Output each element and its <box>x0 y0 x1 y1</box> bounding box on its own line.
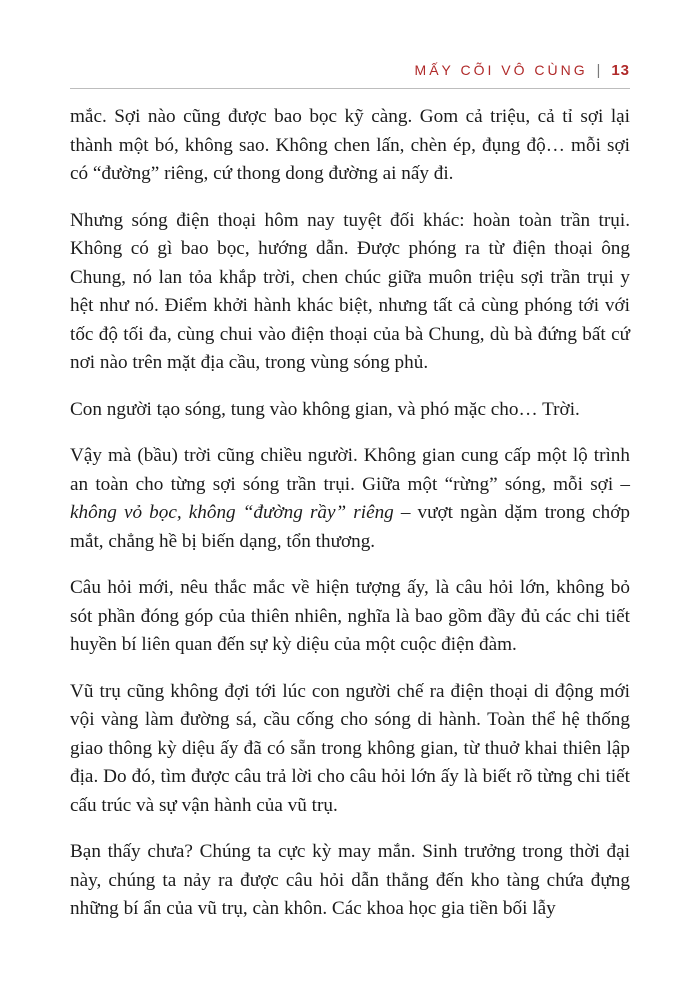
paragraph: Câu hỏi mới, nêu thắc mắc về hiện tượng ấy, là câu hỏi lớn, không bỏ sót phần đóng góp của thiên nhiên, nghĩa là bao gồm đầy đủ các chi tiết huyền bí liên quan đến sự kỳ diệu của một cuộc điện đàm. <box>70 577 630 655</box>
body-text <box>70 103 630 942</box>
paragraph: Con người tạo sóng, tung vào không gian, và phó mặc cho… Trời. <box>70 398 580 420</box>
paragraph <box>70 442 630 556</box>
book-title: MẤY CÕI VÔ CÙNG <box>414 62 588 78</box>
header-separator: | <box>596 62 601 79</box>
paragraph-text: Vậy mà (bầu) trời cũng chiều người. Không gian cung cấp một lộ trình an toàn cho từng sợi sóng trần trụi. Giữa một “rừng” sóng, mỗi sợi – <box>70 445 630 495</box>
page-number: 13 <box>611 62 630 79</box>
paragraph-text: – vượt ngàn dặm trong chớp mắt, chẳng hề bị biến dạng, tổn thương. <box>70 502 630 552</box>
italic-phrase: không vỏ bọc, không “đường rầy” riêng <box>70 502 394 523</box>
running-header <box>415 62 630 79</box>
paragraph: Nhưng sóng điện thoại hôm nay tuyệt đối khác: hoàn toàn trần trụi. Không có gì bao bọc, hướng dẫn. Được phóng ra từ điện thoại ông Chung, nó lan tỏa khắp trời, chen chúc giữa muôn triệu sợi trần trụi y hệt như nó. Điểm khởi hành khác biệt, nhưng tất cả cùng phóng tới với tốc độ tối đa, cùng chui vào điện thoại của bà Chung, dù bà đứng bất cứ nơi nào trên mặt địa cầu, trong vùng sóng phủ. <box>70 209 630 373</box>
paragraph: Vũ trụ cũng không đợi tới lúc con người chế ra điện thoại di động mới vội vàng làm đường sá, cầu cống cho sóng di hành. Toàn thể hệ thống giao thông kỳ diệu ấy đã có sẵn trong không gian, từ thuở khai thiên lập địa. Do đó, tìm được câu trả lời cho câu hỏi lớn ấy là biết rõ từng chi tiết cấu trúc và sự vận hành của vũ trụ. <box>70 680 630 816</box>
header-rule <box>70 88 630 89</box>
paragraph: Bạn thấy chưa? Chúng ta cực kỳ may mắn. Sinh trưởng trong thời đại này, chúng ta nảy ra được câu hỏi dẫn thẳng đến kho tàng chứa đựng những bí ẩn của vũ trụ, càn khôn. Các khoa học gia tiền bối lẫy <box>70 841 630 919</box>
paragraph: mắc. Sợi nào cũng được bao bọc kỹ càng. Gom cả triệu, cả tỉ sợi lại thành một bó, không sao. Không chen lấn, chèn ép, đụng độ… mỗi sợi có “đường” riêng, cứ thong dong đường ai nấy đi. <box>70 106 630 184</box>
